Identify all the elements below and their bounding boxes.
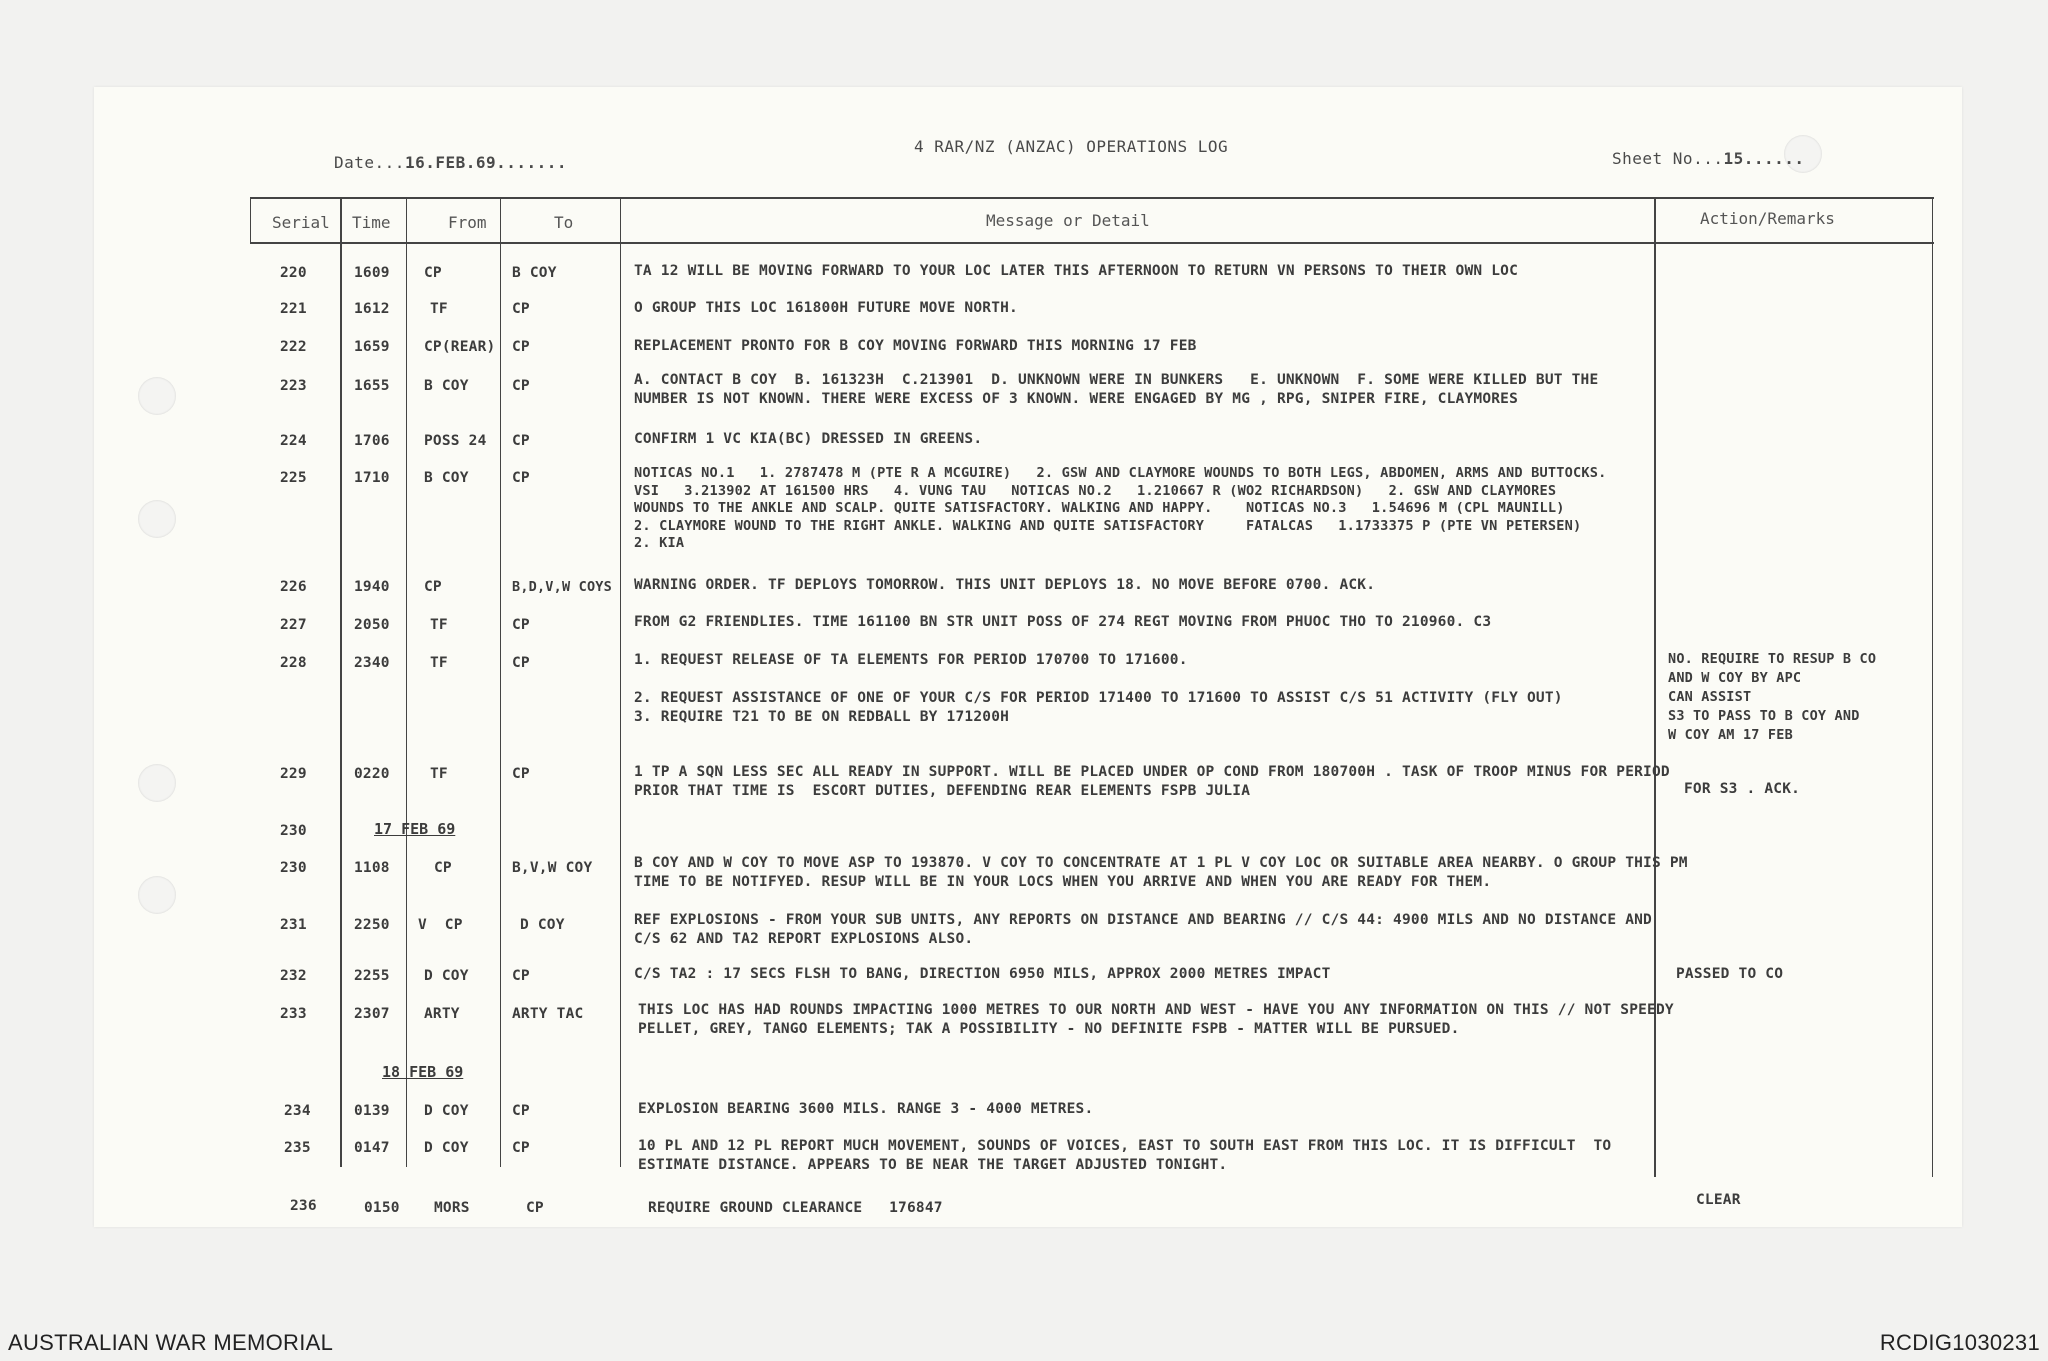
time-cell: 0150 bbox=[364, 1200, 400, 1216]
serial-cell: 230 bbox=[280, 823, 307, 839]
time-cell: 1612 bbox=[354, 301, 390, 317]
message-cell: REF EXPLOSIONS - FROM YOUR SUB UNITS, ANY REPORTS ON DISTANCE AND BEARING // C/S 44: 4900 MILS AND NO DISTANCE AND C/S 62 AND TA2 REPORT EXPLOSIONS ALSO. bbox=[634, 912, 1652, 947]
archive-credit: AUSTRALIAN WAR MEMORIAL bbox=[8, 1330, 334, 1355]
message-cell: NOTICAS NO.1 1. 2787478 M (PTE R A MCGUIRE) 2. GSW AND CLAYMORE WOUNDS TO BOTH LEGS, ABDOMEN, ARMS AND BUTTOCKS. VSI 3.213902 AT 161500 HRS 4. VUNG TAU NOTICAS NO.2 1.210667 R (WO2 RICHARDSON) 2. GSW AND CLAYMORES WOUNDS TO THE ANKLE AND SCALP. QUITE SATISFACTORY. WALKING AND HAPPY. NOTICAS NO.3 1.54696 M (CPL MAUNILL) 2. CLAYMORE WOUND TO THE RIGHT ANKLE. WALKING AND QUITE SATISFACTORY FATALCAS 1.1733375 P (PTE VN PETERSEN) 2. KIA bbox=[634, 465, 1607, 551]
to-cell: CP bbox=[512, 470, 530, 486]
action-cell: CLEAR bbox=[1696, 1192, 1741, 1208]
to-cell: CP bbox=[512, 339, 530, 355]
time-cell: 2250 bbox=[354, 917, 390, 933]
serial-cell: 223 bbox=[280, 378, 307, 394]
time-cell: 2307 bbox=[354, 1006, 390, 1022]
from-cell: CP(REAR) bbox=[424, 339, 496, 355]
time-cell: 1710 bbox=[354, 470, 390, 486]
from-cell: V CP bbox=[418, 917, 463, 933]
to-cell: CP bbox=[512, 968, 530, 984]
action-cell: PASSED TO CO bbox=[1676, 966, 1784, 982]
sheet-label: Sheet No... bbox=[1612, 149, 1724, 168]
to-cell: CP bbox=[512, 617, 530, 633]
from-cell: POSS 24 bbox=[424, 433, 487, 449]
punch-hole bbox=[138, 377, 176, 415]
from-cell: CP bbox=[434, 860, 452, 876]
serial-cell: 233 bbox=[280, 1006, 307, 1022]
from-cell: TF bbox=[430, 655, 448, 671]
date-marker: 18 FEB 69 bbox=[382, 1063, 464, 1081]
date-label: Date... bbox=[334, 153, 405, 172]
col-header-time: Time bbox=[352, 213, 391, 232]
time-cell: 2340 bbox=[354, 655, 390, 671]
col-rule bbox=[250, 197, 251, 243]
time-cell: 1659 bbox=[354, 339, 390, 355]
message-cell: REQUIRE GROUND CLEARANCE 176847 bbox=[648, 1200, 943, 1216]
message-cell: B COY AND W COY TO MOVE ASP TO 193870. V COY TO CONCENTRATE AT 1 PL V COY LOC OR SUITABLE AREA NEARBY. O GROUP THIS PM TIME TO BE NOTIFYED. RESUP WILL BE IN YOUR LOCS WHEN YOU ARRIVE AND WHEN YOU ARE READY FOR THEM. bbox=[634, 855, 1688, 890]
col-rule bbox=[340, 197, 342, 1167]
message-cell: 1. REQUEST RELEASE OF TA ELEMENTS FOR PERIOD 170700 TO 171600. 2. REQUEST ASSISTANCE OF ONE OF YOUR C/S FOR PERIOD 171400 TO 171600 TO ASSIST C/S 51 ACTIVITY (FLY OUT) 3. REQUIRE T21 TO BE ON REDBALL BY 171200H bbox=[634, 652, 1563, 725]
table-top-rule bbox=[250, 197, 1934, 199]
col-header-to: To bbox=[554, 213, 574, 232]
from-cell: MORS bbox=[434, 1200, 470, 1216]
time-cell: 0220 bbox=[354, 766, 390, 782]
serial-cell: 236 bbox=[290, 1198, 317, 1214]
message-cell: O GROUP THIS LOC 161800H FUTURE MOVE NORTH. bbox=[634, 300, 1018, 316]
serial-cell: 228 bbox=[280, 655, 307, 671]
from-cell: B COY bbox=[424, 378, 469, 394]
col-rule bbox=[620, 197, 621, 1167]
message-cell: A. CONTACT B COY B. 161323H C.213901 D. UNKNOWN WERE IN BUNKERS E. UNKNOWN F. SOME WERE KILLED BUT THE NUMBER IS NOT KNOWN. THERE WERE EXCESS OF 3 KNOWN. WERE ENGAGED BY MG , RPG, SNIPER FIRE, CLAYMORES bbox=[634, 372, 1599, 407]
col-header-from: From bbox=[448, 213, 487, 232]
from-cell: ARTY bbox=[424, 1006, 460, 1022]
serial-cell: 232 bbox=[280, 968, 307, 984]
time-cell: 2255 bbox=[354, 968, 390, 984]
col-header-action: Action/Remarks bbox=[1700, 209, 1835, 228]
time-cell: 1108 bbox=[354, 860, 390, 876]
time-cell: 2050 bbox=[354, 617, 390, 633]
col-header-serial: Serial bbox=[272, 213, 330, 232]
log-sheet bbox=[94, 87, 1962, 1227]
to-cell: CP bbox=[512, 301, 530, 317]
serial-cell: 226 bbox=[280, 579, 307, 595]
to-cell: B,D,V,W COYS bbox=[512, 579, 612, 595]
date-field bbox=[334, 153, 567, 172]
message-cell: 1 TP A SQN LESS SEC ALL READY IN SUPPORT. WILL BE PLACED UNDER OP COND FROM 180700H . TASK OF TROOP MINUS FOR PERIOD PRIOR THAT TIME IS ESCORT DUTIES, DEFENDING REAR ELEMENTS FSPB JULIA bbox=[634, 764, 1670, 799]
message-cell: CONFIRM 1 VC KIA(BC) DRESSED IN GREENS. bbox=[634, 431, 983, 447]
col-header-message: Message or Detail bbox=[986, 211, 1150, 230]
time-cell: 1609 bbox=[354, 265, 390, 281]
sheet-value: 15...... bbox=[1723, 149, 1805, 168]
punch-hole bbox=[138, 500, 176, 538]
header-bottom-rule bbox=[250, 242, 1934, 244]
col-rule bbox=[500, 197, 501, 1167]
serial-cell: 230 bbox=[280, 860, 307, 876]
to-cell: CP bbox=[512, 1140, 530, 1156]
from-cell: TF bbox=[430, 301, 448, 317]
serial-cell: 229 bbox=[280, 766, 307, 782]
punch-hole bbox=[138, 764, 176, 802]
col-rule bbox=[1932, 197, 1933, 1177]
action-cell: FOR S3 . ACK. bbox=[1684, 781, 1801, 797]
serial-cell: 234 bbox=[284, 1103, 311, 1119]
from-cell: D COY bbox=[424, 968, 469, 984]
time-cell: 0147 bbox=[354, 1140, 390, 1156]
archive-id: RCDIG1030231 bbox=[1879, 1330, 2040, 1355]
punch-hole bbox=[138, 876, 176, 914]
col-rule bbox=[406, 197, 407, 1167]
to-cell: B,V,W COY bbox=[512, 860, 593, 876]
message-cell: TA 12 WILL BE MOVING FORWARD TO YOUR LOC LATER THIS AFTERNOON TO RETURN VN PERSONS TO THEIR OWN LOC bbox=[634, 263, 1519, 279]
to-cell: CP bbox=[512, 433, 530, 449]
sheet-number bbox=[1612, 149, 1805, 168]
serial-cell: 220 bbox=[280, 265, 307, 281]
from-cell: B COY bbox=[424, 470, 469, 486]
time-cell: 0139 bbox=[354, 1103, 390, 1119]
serial-cell: 227 bbox=[280, 617, 307, 633]
serial-cell: 225 bbox=[280, 470, 307, 486]
serial-cell: 221 bbox=[280, 301, 307, 317]
from-cell: TF bbox=[430, 766, 448, 782]
message-cell: REPLACEMENT PRONTO FOR B COY MOVING FORWARD THIS MORNING 17 FEB bbox=[634, 338, 1197, 354]
from-cell: D COY bbox=[424, 1140, 469, 1156]
from-cell: CP bbox=[424, 579, 442, 595]
message-cell: C/S TA2 : 17 SECS FLSH TO BANG, DIRECTION 6950 MILS, APPROX 2000 METRES IMPACT bbox=[634, 966, 1331, 982]
message-cell: FROM G2 FRIENDLIES. TIME 161100 BN STR UNIT POSS OF 274 REGT MOVING FROM PHUOC THO TO 210960. C3 bbox=[634, 614, 1492, 630]
to-cell: CP bbox=[512, 655, 530, 671]
time-cell: 1706 bbox=[354, 433, 390, 449]
to-cell: B COY bbox=[512, 265, 557, 281]
page-title: 4 RAR/NZ (ANZAC) OPERATIONS LOG bbox=[914, 137, 1229, 156]
message-cell: 10 PL AND 12 PL REPORT MUCH MOVEMENT, SOUNDS OF VOICES, EAST TO SOUTH EAST FROM THIS LOC. IT IS DIFFICULT TO ESTIMATE DISTANCE. APPEARS TO BE NEAR THE TARGET ADJUSTED TONIGHT. bbox=[638, 1138, 1612, 1173]
to-cell: CP bbox=[512, 1103, 530, 1119]
serial-cell: 224 bbox=[280, 433, 307, 449]
time-cell: 1655 bbox=[354, 378, 390, 394]
action-cell: NO. REQUIRE TO RESUP B CO AND W COY BY APC CAN ASSIST S3 TO PASS TO B COY AND W COY AM 17 FEB bbox=[1668, 651, 1877, 743]
to-cell: CP bbox=[512, 378, 530, 394]
to-cell: ARTY TAC bbox=[512, 1006, 584, 1022]
to-cell: D COY bbox=[520, 917, 565, 933]
from-cell: CP bbox=[424, 265, 442, 281]
to-cell: CP bbox=[526, 1200, 544, 1216]
date-marker: 17 FEB 69 bbox=[374, 820, 456, 838]
from-cell: D COY bbox=[424, 1103, 469, 1119]
message-cell: WARNING ORDER. TF DEPLOYS TOMORROW. THIS UNIT DEPLOYS 18. NO MOVE BEFORE 0700. ACK. bbox=[634, 577, 1376, 593]
date-value: 16.FEB.69....... bbox=[404, 153, 568, 172]
to-cell: CP bbox=[512, 766, 530, 782]
from-cell: TF bbox=[430, 617, 448, 633]
message-cell: EXPLOSION BEARING 3600 MILS. RANGE 3 - 4000 METRES. bbox=[638, 1101, 1094, 1117]
time-cell: 1940 bbox=[354, 579, 390, 595]
serial-cell: 222 bbox=[280, 339, 307, 355]
message-cell: THIS LOC HAS HAD ROUNDS IMPACTING 1000 METRES TO OUR NORTH AND WEST - HAVE YOU ANY INFORMATION ON THIS // NOT SPEEDY PELLET, GREY, TANGO ELEMENTS; TAK A POSSIBILITY - NO DEFINITE FSPB - MATTER WILL BE PURSUED. bbox=[638, 1002, 1674, 1037]
serial-cell: 231 bbox=[280, 917, 307, 933]
serial-cell: 235 bbox=[284, 1140, 311, 1156]
